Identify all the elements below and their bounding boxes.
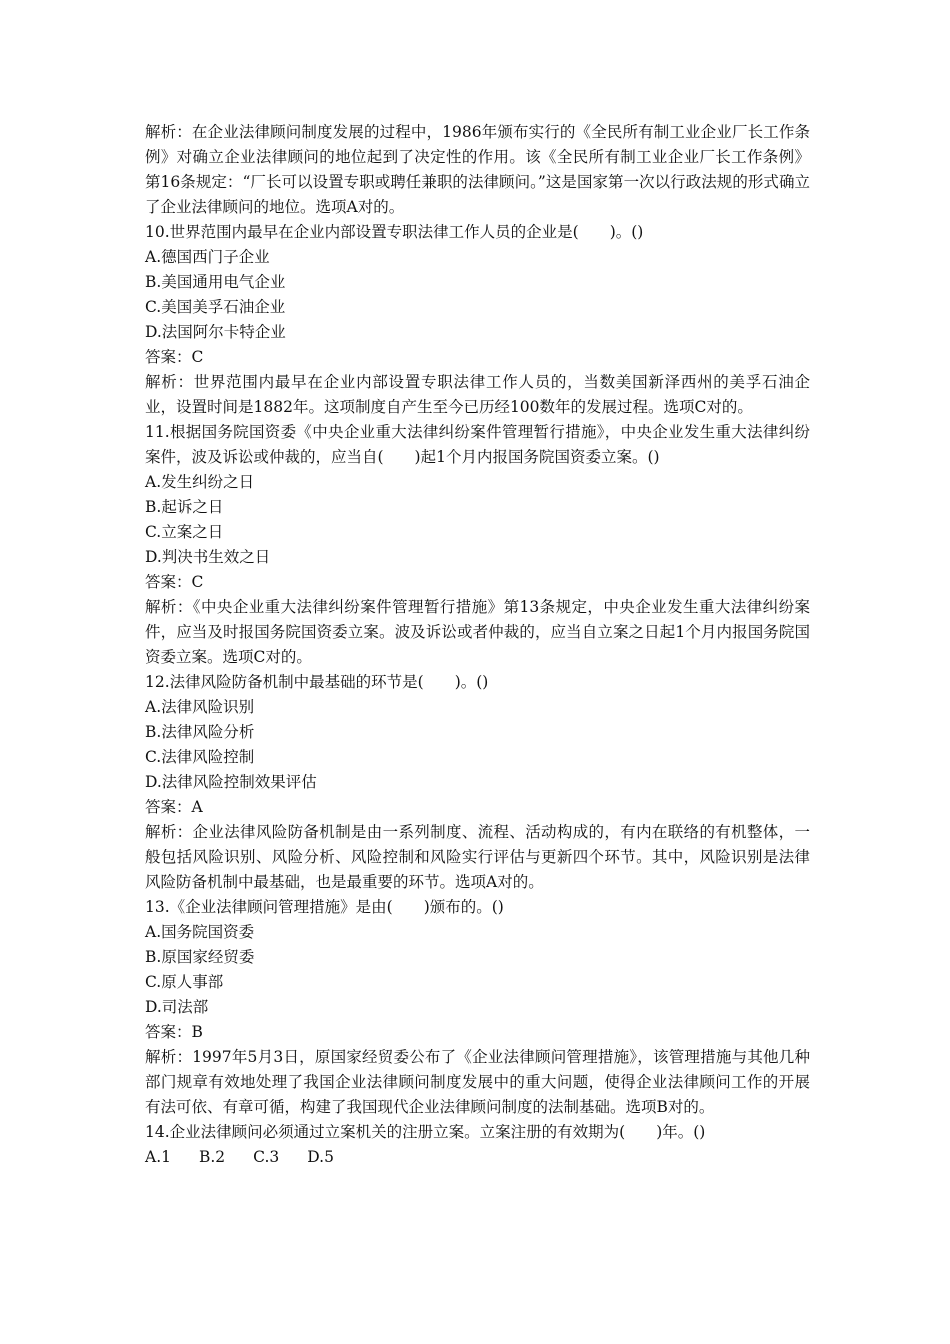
option-d: D.司法部 bbox=[145, 998, 209, 1016]
option-d: D.法国阿尔卡特企业 bbox=[145, 323, 286, 341]
question-text: 14.企业法律顾问必须通过立案机关的注册立案。立案注册的有效期为( )年。() bbox=[145, 1123, 706, 1141]
option-c: C.美国美孚石油企业 bbox=[145, 298, 286, 316]
analysis: 解析：世界范围内最早在企业内部设置专职法律工作人员的，当数美国新泽西州的美孚石油企业，设置时间是1882年。这项制度自产生至今已历经100数年的发展过程。选项C对的。 bbox=[145, 373, 810, 416]
question-13 bbox=[145, 895, 810, 1120]
option-c: C.3 bbox=[253, 1148, 280, 1166]
answer: 答案：C bbox=[145, 573, 204, 591]
option-a: A.法律风险识别 bbox=[145, 698, 255, 716]
question-11 bbox=[145, 420, 810, 670]
option-b: B.美国通用电气企业 bbox=[145, 273, 286, 291]
document-page bbox=[145, 120, 810, 1170]
option-c: C.立案之日 bbox=[145, 523, 224, 541]
option-d: D.5 bbox=[307, 1148, 334, 1166]
question-14 bbox=[145, 1120, 810, 1170]
question-text: 10.世界范围内最早在企业内部设置专职法律工作人员的企业是( )。() bbox=[145, 223, 644, 241]
option-d: D.判决书生效之日 bbox=[145, 548, 271, 566]
intro-analysis: 解析：在企业法律顾问制度发展的过程中，1986年颁布实行的《全民所有制工业企业厂长工作条例》对确立企业法律顾问的地位起到了决定性的作用。该《全民所有制工业企业厂长工作条例》第16条规定：“厂长可以设置专职或聘任兼职的法律顾问。”这是国家第一次以行政法规的形式确立了企业法律顾问的地位。选项A对的。 bbox=[145, 123, 810, 216]
question-text: 12.法律风险防备机制中最基础的环节是( )。() bbox=[145, 673, 489, 691]
answer: 答案：A bbox=[145, 798, 203, 816]
analysis: 解析：1997年5月3日，原国家经贸委公布了《企业法律顾问管理措施》，该管理措施与其他几种部门规章有效地处理了我国企业法律顾问制度发展中的重大问题，使得企业法律顾问工作的开展有法可依、有章可循，构建了我国现代企业法律顾问制度的法制基础。选项B对的。 bbox=[145, 1048, 810, 1116]
option-b: B.法律风险分析 bbox=[145, 723, 255, 741]
question-text: 13.《企业法律顾问管理措施》是由( )颁布的。() bbox=[145, 898, 504, 916]
question-text: 11.根据国务院国资委《中央企业重大法律纠纷案件管理暂行措施》，中央企业发生重大法律纠纷案件，波及诉讼或仲裁的，应当自( )起1个月内报国务院国资委立案。() bbox=[145, 423, 810, 466]
option-b: B.原国家经贸委 bbox=[145, 948, 255, 966]
answer: 答案：C bbox=[145, 348, 204, 366]
question-12 bbox=[145, 670, 810, 895]
analysis: 解析：《中央企业重大法律纠纷案件管理暂行措施》第13条规定，中央企业发生重大法律纠纷案件，应当及时报国务院国资委立案。波及诉讼或者仲裁的，应当自立案之日起1个月内报国务院国资委立案。选项C对的。 bbox=[145, 598, 810, 666]
option-a: A.德国西门子企业 bbox=[145, 248, 270, 266]
option-b: B.2 bbox=[198, 1148, 226, 1166]
option-c: C.原人事部 bbox=[145, 973, 224, 991]
inline-options bbox=[145, 1145, 810, 1170]
option-a: A.发生纠纷之日 bbox=[145, 473, 255, 491]
option-b: B.起诉之日 bbox=[145, 498, 224, 516]
analysis: 解析：企业法律风险防备机制是由一系列制度、流程、活动构成的，有内在联络的有机整体，一般包括风险识别、风险分析、风险控制和风险实行评估与更新四个环节。其中，风险识别是法律风险防备机制中最基础，也是最重要的环节。选项A对的。 bbox=[145, 823, 810, 891]
option-c: C.法律风险控制 bbox=[145, 748, 255, 766]
option-a: A.1 bbox=[145, 1148, 171, 1166]
answer: 答案：B bbox=[145, 1023, 203, 1041]
question-10 bbox=[145, 220, 810, 420]
option-d: D.法律风险控制效果评估 bbox=[145, 773, 317, 791]
option-a: A.国务院国资委 bbox=[145, 923, 255, 941]
